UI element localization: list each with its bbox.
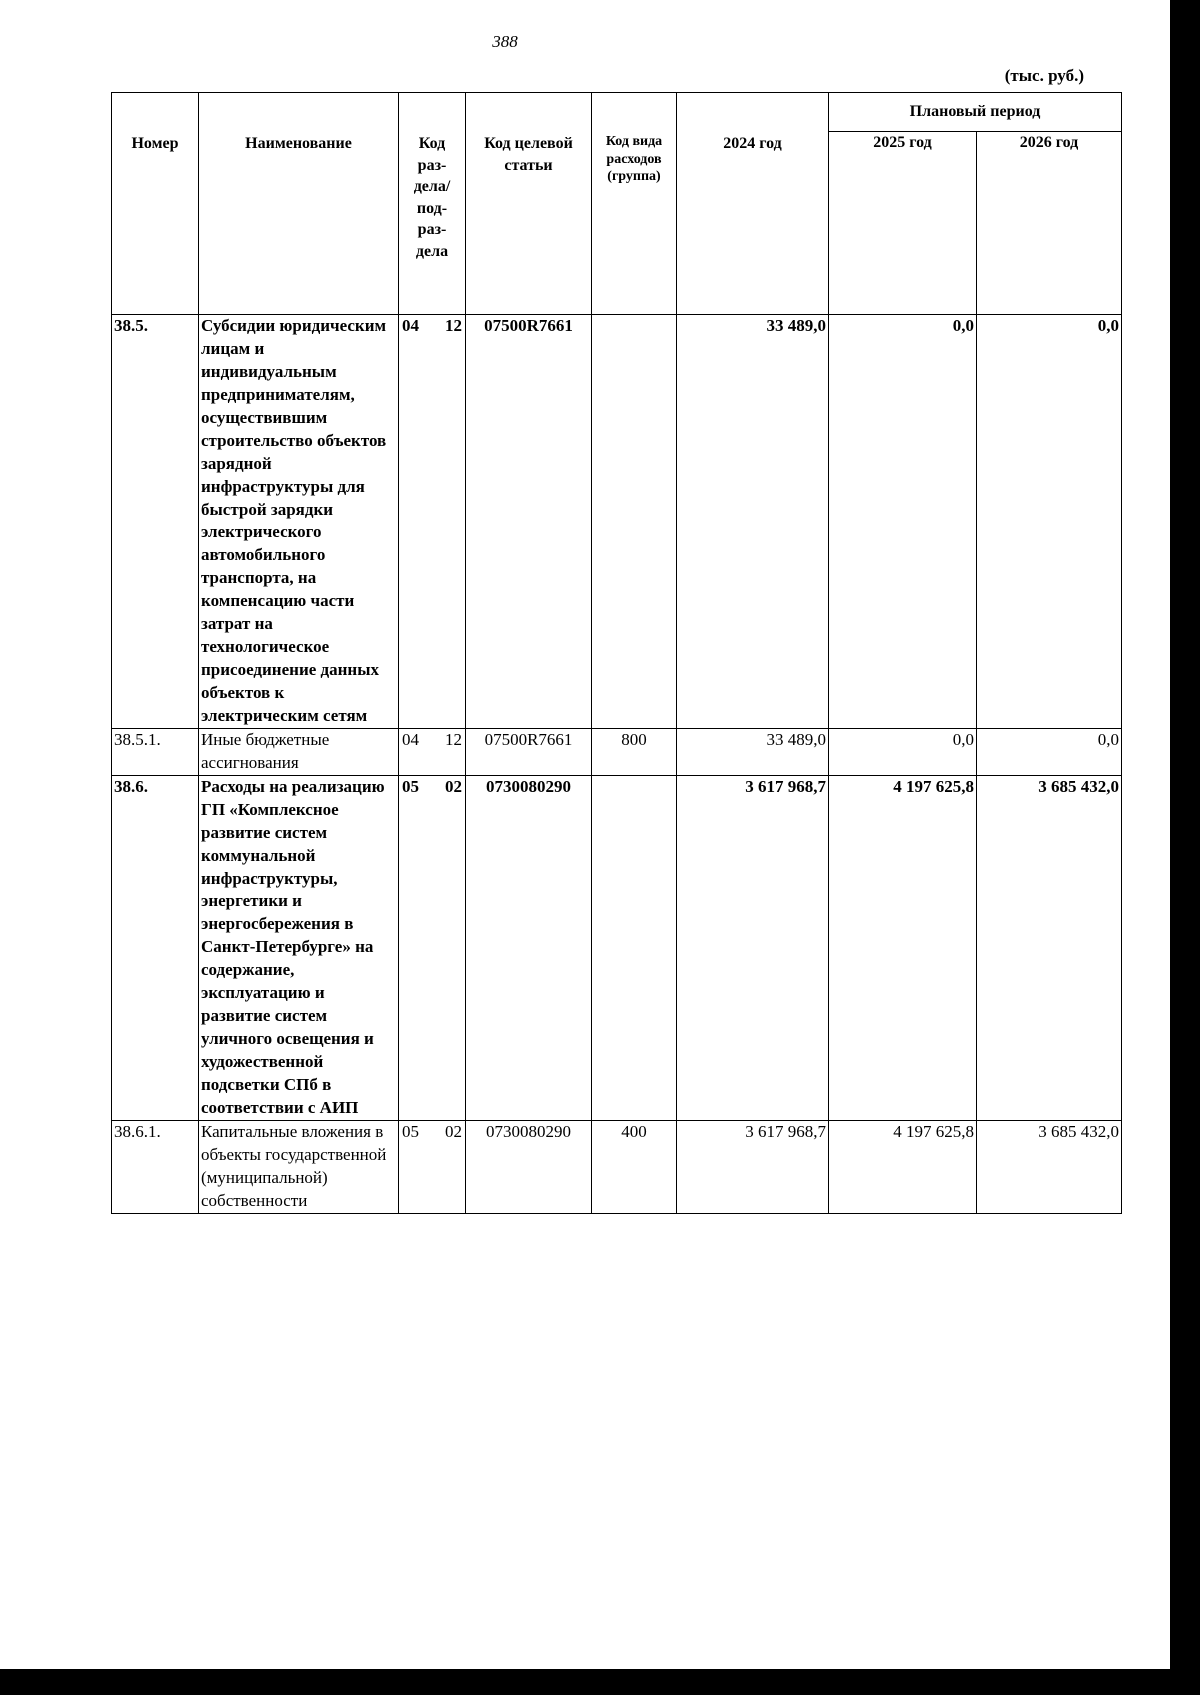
scan-edge-right <box>1170 0 1200 1695</box>
header-name: Наименование <box>199 93 399 315</box>
row-2026: 3 685 432,0 <box>977 1120 1122 1213</box>
table-row <box>112 728 1122 775</box>
scan-edge-bottom <box>0 1669 1200 1695</box>
row-target-code: 07500R7661 <box>466 728 592 775</box>
row-2026: 0,0 <box>977 728 1122 775</box>
row-2025: 0,0 <box>829 315 977 729</box>
row-name: Расходы на реализацию ГП «Комплексное развитие систем коммунальной инфраструктуры, энергетики и энергосбережения в Санкт-Петербурге» на содержание, эксплуатацию и развитие систем уличного освещения и художественной подсветки СПб в соответствии с АИП <box>199 775 399 1120</box>
row-target-code: 0730080290 <box>466 775 592 1120</box>
units-label: (тыс. руб.) <box>1004 66 1084 85</box>
row-name: Иные бюджетные ассигнования <box>199 728 399 775</box>
row-2026: 3 685 432,0 <box>977 775 1122 1120</box>
header-2025: 2025 год <box>829 132 977 315</box>
row-number: 38.5.1. <box>112 728 199 775</box>
header-number: Номер <box>112 93 199 315</box>
header-target: Код целевой статьи <box>466 93 592 315</box>
table-row <box>112 315 1122 729</box>
row-name: Капитальные вложения в объекты государственной (муниципальной) собственности <box>199 1120 399 1213</box>
row-2024: 3 617 968,7 <box>677 775 829 1120</box>
row-expense-type: 800 <box>592 728 677 775</box>
row-2025: 0,0 <box>829 728 977 775</box>
header-section: Код раз- дела/ под- раз- дела <box>399 93 466 315</box>
row-2026: 0,0 <box>977 315 1122 729</box>
row-expense-type <box>592 315 677 729</box>
row-target-code: 07500R7661 <box>466 315 592 729</box>
row-section-code: 05 02 <box>399 775 466 1120</box>
header-2026: 2026 год <box>977 132 1122 315</box>
row-number: 38.5. <box>112 315 199 729</box>
row-2025: 4 197 625,8 <box>829 1120 977 1213</box>
row-name: Субсидии юридическим лицам и индивидуальным предпринимателям, осуществившим строительство объектов зарядной инфраструктуры для быстрой зарядки электрического автомобильного транспорта, на компенсацию части затрат на технологическое присоединение данных объектов к электрическим сетям <box>199 315 399 729</box>
table-row <box>112 775 1122 1120</box>
header-2024: 2024 год <box>677 93 829 315</box>
budget-table <box>111 92 1122 1214</box>
row-2024: 33 489,0 <box>677 315 829 729</box>
header-plan-period: Плановый период <box>829 93 1122 132</box>
row-section-code: 05 02 <box>399 1120 466 1213</box>
header-expense-type: Код вида расходов (группа) <box>592 93 677 315</box>
row-section-code: 04 12 <box>399 728 466 775</box>
row-number: 38.6. <box>112 775 199 1120</box>
row-2025: 4 197 625,8 <box>829 775 977 1120</box>
row-section-code: 04 12 <box>399 315 466 729</box>
row-expense-type <box>592 775 677 1120</box>
row-2024: 33 489,0 <box>677 728 829 775</box>
table-row <box>112 1120 1122 1213</box>
row-2024: 3 617 968,7 <box>677 1120 829 1213</box>
row-number: 38.6.1. <box>112 1120 199 1213</box>
row-expense-type: 400 <box>592 1120 677 1213</box>
row-target-code: 0730080290 <box>466 1120 592 1213</box>
page-number: 388 <box>492 32 518 51</box>
